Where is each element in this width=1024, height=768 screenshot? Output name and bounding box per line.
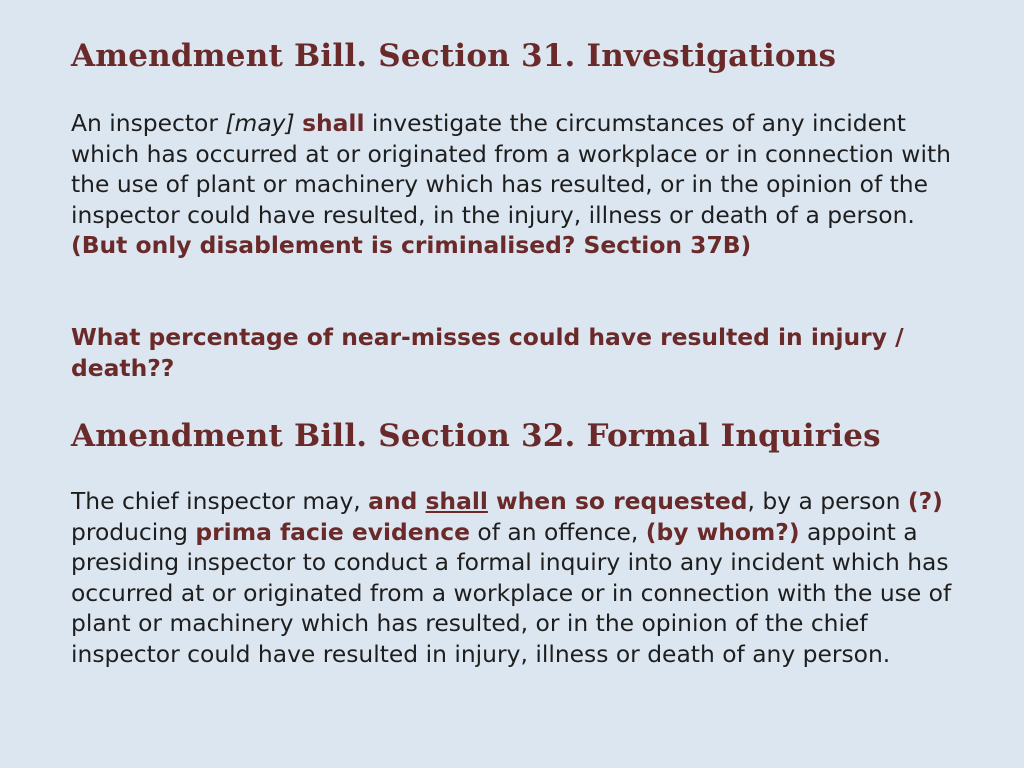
section-31-heading: Amendment Bill. Section 31. Investigations (71, 38, 837, 74)
text-fragment: The chief inspector may, (71, 487, 369, 515)
text-fragment (295, 109, 302, 137)
inserted-when-requested: when so requested (487, 487, 748, 515)
section-31-paragraph (71, 108, 971, 261)
text-fragment: of an offence, (469, 517, 646, 546)
inserted-shall: shall (425, 487, 488, 515)
text-fragment: investigate the circumstances of any incident which has occurred at or originated from a workplace or in connection with the use of plant or machinery which has resulted, or in the opinion of the inspector could have resulted, in the injury, illness or death of a person. (71, 109, 951, 229)
annotation-note: (But only disablement is criminalised? Section 37B) (71, 231, 752, 260)
prima-facie-phrase: prima facie evidence (195, 517, 470, 546)
inserted-word-shall: shall (302, 109, 365, 137)
section-32-paragraph (71, 486, 971, 670)
question-mark-note: (?) (907, 487, 943, 515)
by-whom-note: (by whom?) (645, 517, 800, 546)
text-fragment: producing (71, 517, 196, 546)
near-miss-question: What percentage of near-misses could have resulted in injury / death?? (71, 323, 904, 382)
section-32-heading: Amendment Bill. Section 32. Formal Inquiries (71, 418, 881, 454)
struck-word-may: [may] (225, 109, 295, 137)
text-fragment: An inspector (71, 109, 226, 137)
text-fragment: appoint a presiding inspector to conduct a formal inquiry into any incident which has occurred at or originated from a workplace or in connection with the use of plant or machinery which has resulted, or in the opinion of the chief inspector could have resulted in injury, illness or death of any person. (71, 517, 952, 668)
inserted-and: and (368, 487, 426, 515)
text-fragment: , by a person (747, 487, 908, 515)
